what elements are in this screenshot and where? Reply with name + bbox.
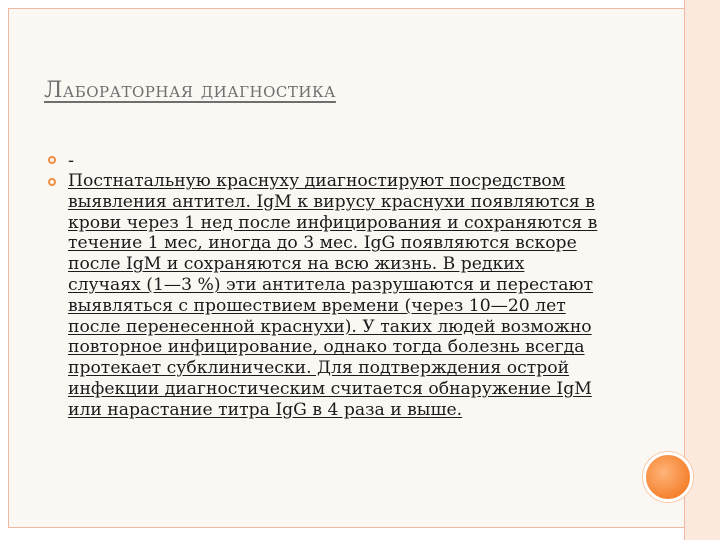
body-line: инфекции диагностическим считается обнаружение IgM xyxy=(68,378,592,399)
body-paragraph xyxy=(68,171,688,421)
decorative-orange-circle-icon xyxy=(643,452,693,502)
body-line: или нарастание титра IgG в 4 раза и выше. xyxy=(68,399,463,420)
body-line: течение 1 мес, иногда до 3 мес. IgG появляются вскоре xyxy=(68,233,577,254)
body-line: Постнатальную краснуху диагностируют посредством xyxy=(68,171,566,191)
body-line: выявляться с прошествием времени (через 10—20 лет xyxy=(68,295,566,316)
bullet-ring-icon xyxy=(48,156,56,164)
right-decorative-band xyxy=(684,0,720,540)
body-line: выявления антител. IgM к вирусу краснухи появляются в xyxy=(68,191,595,212)
body-line: протекает субклинически. Для подтверждения острой xyxy=(68,358,570,379)
slide-title: Лабораторная диагностика xyxy=(44,78,336,103)
body-line: после IgM и сохраняются на всю жизнь. В редких xyxy=(68,254,525,275)
body-line: случаях (1—3 %) эти антитела разрушаются и перестают xyxy=(68,274,593,295)
body-line: крови через 1 нед после инфицирования и сохраняются в xyxy=(68,212,598,233)
empty-bullet-dash: - xyxy=(68,150,75,171)
body-line: после перенесенной краснухи). У таких людей возможно xyxy=(68,316,592,337)
bullet-ring-icon xyxy=(48,178,56,186)
body-line: повторное инфицирование, однако тогда болезнь всегда xyxy=(68,337,585,358)
